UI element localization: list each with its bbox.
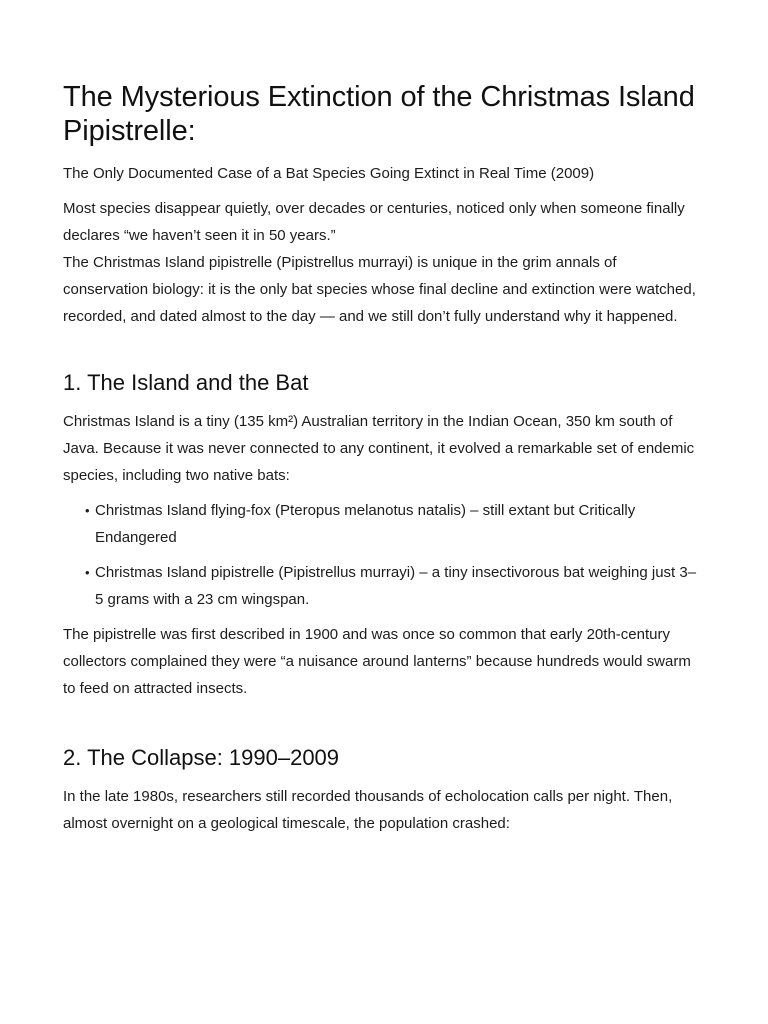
section2-paragraph-1: In the late 1980s, researchers still recorded thousands of echolocation calls per night. Then, almost overnight on a geological timescale, the population crashed: <box>63 788 673 832</box>
article-title: The Mysterious Extinction of the Christmas Island Pipistrelle: <box>63 81 695 147</box>
native-bats-list <box>63 497 704 613</box>
section-heading-island-and-bat: 1. The Island and the Bat <box>63 370 309 395</box>
section1-paragraph-2: The pipistrelle was first described in 1900 and was once so common that early 20th-century collectors complained they were “a nuisance around lanterns” because hundreds would swarm to feed on attracted insects. <box>63 626 691 697</box>
article-subtitle: The Only Documented Case of a Bat Species Going Extinct in Real Time (2009) <box>63 165 595 182</box>
bullet-icon: • <box>85 503 90 518</box>
intro-paragraph-2: The Christmas Island pipistrelle (Pipistrellus murrayi) is unique in the grim annals of conservation biology: it is the only bat species whose final decline and extinction were watched, recorded, and dated almost to the day — and we still don’t fully understand why it happened. <box>63 254 696 325</box>
section-heading-collapse: 2. The Collapse: 1990–2009 <box>63 745 340 770</box>
intro-paragraph-1: Most species disappear quietly, over decades or centuries, noticed only when someone finally declares “we haven’t seen it in 50 years.” <box>63 200 685 244</box>
bullet-icon: • <box>85 565 90 580</box>
list-item-text: Christmas Island pipistrelle (Pipistrellus murrayi) – a tiny insectivorous bat weighing just 3–5 grams with a 23 cm wingspan. <box>95 564 697 608</box>
list-item <box>85 559 704 613</box>
list-item-text: Christmas Island flying-fox (Pteropus melanotus natalis) – still extant but Critically Endangered <box>95 502 636 546</box>
list-item <box>85 497 704 551</box>
section1-paragraph-1: Christmas Island is a tiny (135 km²) Australian territory in the Indian Ocean, 350 km south of Java. Because it was never connected to any continent, it evolved a remarkable set of endemic species, including two native bats: <box>63 413 695 484</box>
